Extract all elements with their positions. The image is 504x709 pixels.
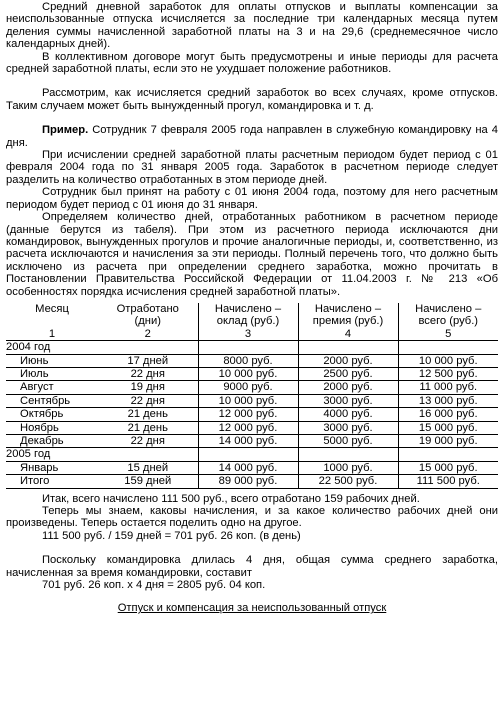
table-cell: 89 000 руб. xyxy=(198,475,298,488)
table-cell: 15 000 руб. xyxy=(398,421,498,434)
formula: 111 500 руб. / 159 дней = 701 руб. 26 коп. (в день) xyxy=(42,529,301,542)
header-cell: Начислено – xyxy=(198,303,298,315)
table-cell: 22 500 руб. xyxy=(298,475,398,488)
table-cell: 14 000 руб. xyxy=(198,461,298,474)
table-cell: 15 000 руб. xyxy=(398,461,498,474)
table-row xyxy=(6,381,498,394)
paragraph: Рассмотрим, как исчисляется средний заработок во всех случаях, кроме отпусков. Таким случаем может быть вынужденный прогул, командировка и т. д. xyxy=(6,87,498,112)
table-cell: 5000 руб. xyxy=(298,435,398,448)
header-cell: премия (руб.) xyxy=(298,315,398,327)
header-cell: Начислено – xyxy=(398,303,498,315)
column-numbers-row xyxy=(6,328,498,341)
header-cell: Отработано xyxy=(116,302,179,315)
table-row xyxy=(6,461,498,474)
year-row xyxy=(6,341,498,354)
table-cell: 12 500 руб. xyxy=(398,367,498,380)
table-cell: 3000 руб. xyxy=(298,421,398,434)
table-row xyxy=(6,435,498,448)
paragraph: Сотрудник был принят на работу с 01 июня 2004 года, поэтому для него расчетным периодом будет период с 01 июня до 31 января. xyxy=(6,186,498,211)
table-row xyxy=(6,394,498,407)
table-cell: 3000 руб. xyxy=(298,394,398,407)
paragraph: Поскольку командировка длилась 4 дня, общая сумма среднего заработка, начисленная за время командировки, составит xyxy=(6,554,498,579)
table-cell: 111 500 руб. xyxy=(398,475,498,488)
header-cell: Начислено – xyxy=(298,303,398,315)
table-cell: 22 дня xyxy=(98,435,198,448)
table-header-row xyxy=(6,315,498,327)
table-row xyxy=(6,367,498,380)
table-header-row xyxy=(6,303,498,315)
formula: 701 руб. 26 коп. х 4 дня = 2805 руб. 04 коп. xyxy=(42,579,266,592)
column-number: 5 xyxy=(398,328,498,341)
table-cell: 2500 руб. xyxy=(298,367,398,380)
table-cell: 2000 руб. xyxy=(298,381,398,394)
table-cell: 10 000 руб. xyxy=(398,354,498,367)
column-number: 2 xyxy=(98,328,198,341)
table-cell: 159 дней xyxy=(98,475,198,488)
example-text: Сотрудник 7 февраля 2005 года направлен в служебную командировку на 4 дня. xyxy=(6,124,498,149)
table-cell: Июнь xyxy=(6,354,98,367)
table-row xyxy=(6,354,498,367)
table-row xyxy=(6,475,498,488)
table-cell: 22 дня xyxy=(98,367,198,380)
table-cell: Сентябрь xyxy=(6,394,98,407)
header-cell: (дни) xyxy=(134,315,161,328)
table-cell: 9000 руб. xyxy=(198,381,298,394)
table-cell: Июль xyxy=(6,367,98,380)
paragraph: Средний дневной заработок для оплаты отпусков и выплаты компенсации за неиспользованные отпуска исчисляется за последние три календарных месяца путем деления суммы начисленной заработной платы на 3 и на 29,6 (среднемесячное число календарных дней). xyxy=(6,1,498,51)
paragraph: В коллективном договоре могут быть предусмотрены и иные периоды для расчета средней заработной платы, если это не ухудшает положение работников. xyxy=(6,50,498,76)
column-number: 1 xyxy=(6,328,98,341)
paragraph: Теперь мы знаем, каковы начисления, и за какое количество рабочих дней они произведены. Теперь остается поделить одно на другое. xyxy=(6,505,498,530)
table-cell: 11 000 руб. xyxy=(398,381,498,394)
paragraph: Определяем количество дней, отработанных работником в расчетном периоде (данные берутся из табеля). При этом из расчетного периода исключаются дни командировок, вынужденных прогулов и прочие аналогичные периоды, и, соответственно, из расчета исключаются и начисления за эти периоды. Полный перечень того, что должно быть исключено из расчета при определении среднего заработка, можно прочитать в Постановлении Правительства Российской Федерации от 11.04.2003 г. № 213 «Об особенностях порядка исчисления средней заработной платы». xyxy=(6,211,498,298)
paragraph: При исчислении средней заработной платы расчетным периодом будет период с 01 февраля 2004 года по 31 января 2005 года. Заработок в расчетном периоде следует разделить на количество отработанных в этом периоде дней. xyxy=(6,149,498,186)
table-cell: 12 000 руб. xyxy=(198,421,298,434)
table-cell: 22 дня xyxy=(98,394,198,407)
table-cell: 19 000 руб. xyxy=(398,435,498,448)
table-cell: 8000 руб. xyxy=(198,354,298,367)
column-number: 4 xyxy=(298,328,398,341)
table-cell: Итого xyxy=(6,475,98,488)
document xyxy=(6,1,498,615)
table-cell: 10 000 руб. xyxy=(198,367,298,380)
header-cell: Месяц xyxy=(35,302,69,315)
table-cell: Август xyxy=(6,381,98,394)
year-label: 2004 год xyxy=(6,341,51,354)
table-cell: 12 000 руб. xyxy=(198,408,298,421)
table-cell: 19 дня xyxy=(98,381,198,394)
example-paragraph xyxy=(6,124,498,149)
paragraph: Итак, всего начислено 111 500 руб., всего отработано 159 рабочих дней. xyxy=(42,492,420,505)
table-cell: 10 000 руб. xyxy=(198,394,298,407)
header-cell xyxy=(6,315,98,327)
table-cell: 14 000 руб. xyxy=(198,435,298,448)
table-row xyxy=(6,421,498,434)
earnings-table xyxy=(6,303,498,489)
table-cell: 21 день xyxy=(98,421,198,434)
table-cell: Декабрь xyxy=(6,435,98,448)
year-row xyxy=(6,448,498,461)
column-number: 3 xyxy=(198,328,298,341)
table-body xyxy=(6,341,498,488)
table-cell: 15 дней xyxy=(98,461,198,474)
table-cell: Октябрь xyxy=(6,408,98,421)
vacation-link[interactable]: Отпуск и компенсация за неиспользованный отпуск xyxy=(117,602,387,615)
example-label: Пример. xyxy=(42,124,89,137)
table-cell: 17 дней xyxy=(98,354,198,367)
table-cell: Январь xyxy=(6,461,98,474)
table-cell: 16 000 руб. xyxy=(398,408,498,421)
table-cell: 1000 руб. xyxy=(298,461,398,474)
table-cell: 21 день xyxy=(98,408,198,421)
table-cell: 13 000 руб. xyxy=(398,394,498,407)
table-cell: Ноябрь xyxy=(6,421,98,434)
table-cell: 4000 руб. xyxy=(298,408,398,421)
table-cell: 2000 руб. xyxy=(298,354,398,367)
table-row xyxy=(6,408,498,421)
year-label: 2005 год xyxy=(6,448,98,461)
header-cell: оклад (руб.) xyxy=(198,315,298,327)
header-cell: всего (руб.) xyxy=(398,315,498,327)
